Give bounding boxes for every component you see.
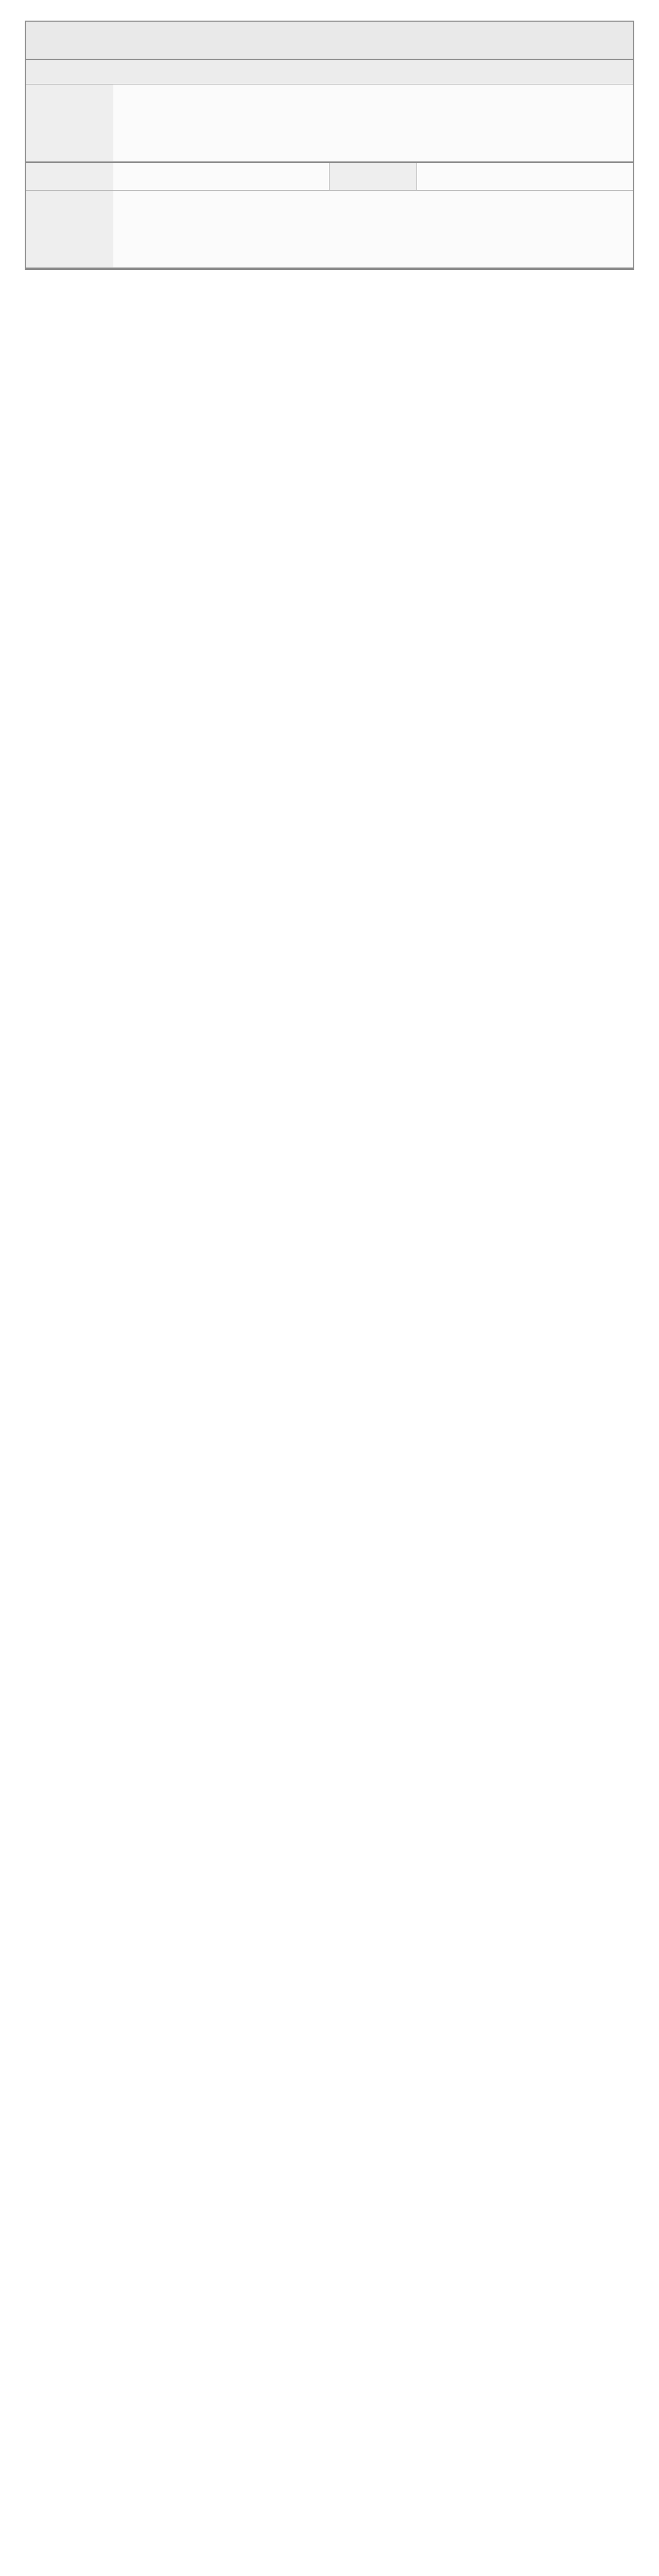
field-label: [330, 163, 417, 191]
field-label: [26, 84, 113, 162]
company-info-block: [26, 60, 633, 163]
section-heading: [26, 60, 633, 84]
field-value: [113, 163, 330, 191]
position-block: [26, 163, 633, 269]
document-title: [26, 22, 633, 60]
recruitment-document: [25, 21, 634, 270]
job-description: [113, 191, 633, 268]
field-label: [26, 163, 113, 191]
field-value: [417, 163, 633, 191]
company-description: [113, 84, 633, 162]
field-label: [26, 191, 113, 268]
